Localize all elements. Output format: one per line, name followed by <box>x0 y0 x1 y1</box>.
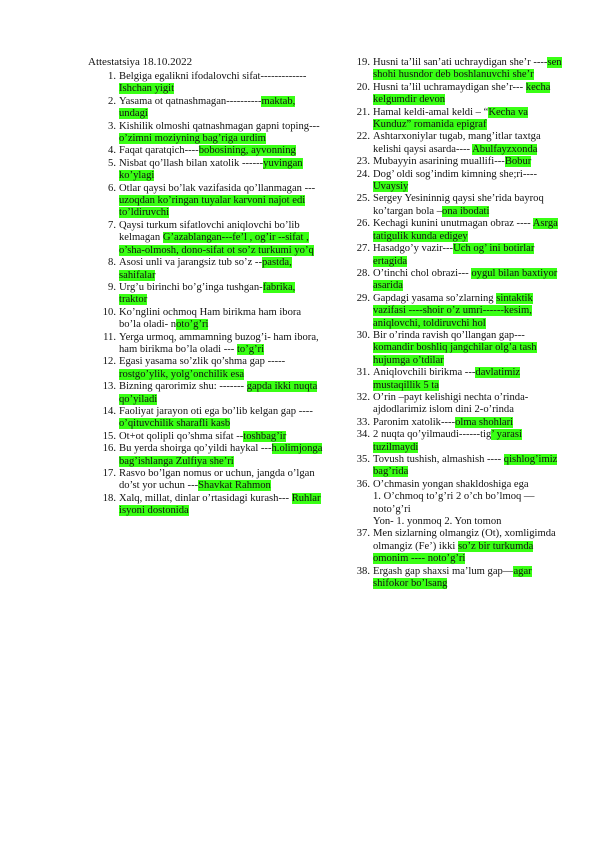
item-text: O’rin –payt kelishigi nechta o’rinda- ajdodlarimiz islom dini 2-o’rinda <box>373 391 529 416</box>
item-text: Xalq, millat, dinlar o’rtasidagi kurash--- <box>119 492 292 504</box>
item-number: 22. <box>356 131 370 143</box>
list-item <box>346 367 566 392</box>
item-text: O’tinchi chol obrazi--- <box>373 267 472 279</box>
item-text: Qaysi turkum sifatlovchi aniqlovchi bo’lib kelmagan <box>119 219 300 244</box>
highlighted-answer: so’z bir turkumda omonim ---- noto’g’ri <box>373 540 534 565</box>
item-number: 18. <box>102 492 116 504</box>
list-item <box>92 468 325 493</box>
item-text: Yasama ot qatnashmagan---------- <box>119 95 262 107</box>
item-text: Tovush tushish, almashish ---- <box>373 454 504 465</box>
item-text: Ko’nglini ochmoq Ham birikma ham ibora bo’la oladi- n <box>119 306 302 331</box>
list-item <box>346 566 566 591</box>
list-item <box>346 293 566 330</box>
item-number: 25. <box>356 193 370 205</box>
item-text: O’chmasin yongan shakldoshiga ega <box>373 478 529 490</box>
item-number: 12. <box>102 356 116 368</box>
highlighted-answer: Kecha va Kunduz” romanida epigraf <box>373 106 529 131</box>
item-text: Bir o’rinda ravish qo’llangan gap--- <box>373 329 525 341</box>
item-text: Dog’ oldi sog’indim kimning she;ri---- <box>373 168 537 180</box>
list-item <box>92 443 325 468</box>
item-number: 27. <box>356 243 370 255</box>
item-text: Ergash gap shaxsi ma’lum gap— <box>373 565 514 577</box>
item-text: Kechagi kunini unutmagan obraz ---- <box>373 218 533 230</box>
item-number: 10. <box>102 306 116 318</box>
item-number: 36. <box>356 478 370 490</box>
list-item <box>92 356 325 381</box>
item-number: 34. <box>356 429 370 441</box>
item-number: 32. <box>356 391 370 403</box>
item-text: Gapdagi yasama so’zlarning <box>373 292 497 304</box>
list-item <box>346 169 566 194</box>
item-number: 13. <box>102 381 116 393</box>
highlighted-answer: toshbag’ir <box>243 430 287 442</box>
item-text: Paronim xatolik---- <box>373 416 456 428</box>
item-text: Faoliyat jarayon oti ega bo’lib kelgan gap ---- <box>119 405 313 417</box>
list-item <box>92 431 325 443</box>
item-text: Asosi unli va jarangsiz tub so’z -- <box>119 257 262 269</box>
highlighted-answer: kecha kelgumdir devon <box>373 81 551 106</box>
left-column <box>92 71 325 518</box>
item-number: 29. <box>356 292 370 304</box>
highlighted-answer: Uch og’ ini botirlar ertagida <box>373 243 535 267</box>
list-item <box>92 307 325 332</box>
item-text: Yerga urmoq, ammamning buzog’i- ham ibora, ham birikma bo’la oladi --- <box>119 331 319 355</box>
item-number: 1. <box>108 71 116 82</box>
highlighted-answer: Uvaysiy <box>373 181 409 193</box>
highlighted-answer: uzoqdan ko’ringan tuyalar karvoni najot edi to’ldiruvchi <box>119 195 306 219</box>
highlighted-answer: ona ibodati <box>442 205 490 217</box>
item-text: Faqat qaratqich---- <box>119 145 199 157</box>
list-item <box>92 257 325 282</box>
item-text: Husni ta’lil san’ati uchraydigan she’r ---- <box>373 57 548 68</box>
highlighted-answer: maktab, undagi <box>119 95 296 120</box>
list-item <box>346 528 566 565</box>
highlighted-answer: pastda, sahifalar <box>119 257 292 281</box>
list-item <box>92 183 325 220</box>
list-item <box>92 332 325 357</box>
list-item <box>92 96 325 121</box>
highlighted-answer: agar shifokor bo’lsang <box>373 565 532 590</box>
highlighted-answer: Shavkat Rahmon <box>198 480 271 492</box>
highlighted-answer: fabrika, traktor <box>119 281 296 306</box>
highlighted-answer: o’qituvchilik sharafli kasb <box>119 418 231 430</box>
highlighted-answer: davlatimiz mustaqillik 5 ta <box>373 367 521 391</box>
highlighted-answer: h.olimjonga bag’ishlanga Zulfiya she’ri <box>119 443 323 467</box>
list-item <box>346 429 566 454</box>
highlighted-answer: Abulfayzxonda <box>472 143 538 155</box>
page-title: Attestatsiya 18.10.2022 <box>88 56 193 68</box>
list-item <box>346 479 566 529</box>
item-number: 20. <box>356 81 370 93</box>
item-text: 1. O’chmoq to’g’ri 2 o’ch bo’lmoq —noto’g’ri <box>373 491 535 515</box>
item-text: Aniqlovchili birikma --- <box>373 367 476 379</box>
list-item <box>92 406 325 431</box>
right-column <box>346 57 566 590</box>
item-number: 7. <box>108 219 116 231</box>
item-number: 26. <box>356 218 370 230</box>
item-number: 38. <box>356 565 370 577</box>
list-item <box>346 107 566 132</box>
item-number: 35. <box>356 454 370 465</box>
item-number: 5. <box>108 157 116 169</box>
item-text: Hasadgo’y vazir--- <box>373 243 454 255</box>
highlighted-answer: bobosining, ayvonning <box>198 145 296 157</box>
list-item <box>92 145 325 157</box>
highlighted-answer: G’azablangan---fe’l , og’ir --sifat , o’sha-olmosh, dono-sifat ot so’z turkumi yo’q <box>119 232 314 256</box>
list-item <box>346 82 566 107</box>
list-item <box>346 193 566 218</box>
item-text: Hamal keldi-amal keldi – “ <box>373 106 489 118</box>
item-number: 3. <box>108 120 116 132</box>
list-item <box>92 71 325 96</box>
highlighted-answer: gapda ikki nuqta qo’yiladi <box>119 381 318 405</box>
list-item <box>92 282 325 307</box>
item-number: 14. <box>102 405 116 417</box>
item-number: 31. <box>356 367 370 379</box>
item-number: 9. <box>108 281 116 293</box>
highlighted-answer: o’zimni moziyning bag’riga urdim <box>119 133 266 145</box>
item-text: Ot+ot qolipli qo’shma sifat -- <box>119 430 244 442</box>
item-number: 30. <box>356 329 370 341</box>
list-item <box>346 392 566 417</box>
highlighted-answer: Ruhlar isyoni dostonida <box>119 492 321 517</box>
item-number: 21. <box>356 106 370 118</box>
item-number: 6. <box>108 182 116 194</box>
item-text: Sergey Yesininnig qaysi she’rida bayroq ko’targan bola – <box>373 193 544 217</box>
list-item <box>346 156 566 168</box>
list-item <box>346 243 566 268</box>
item-text: Urg’u birinchi bo’g’inga tushgan- <box>119 281 263 293</box>
highlighted-answer: komandir boshliq jangchilar olg’a tash hujumga o’tdilar <box>373 342 537 366</box>
item-number: 2. <box>108 95 116 107</box>
highlighted-answer: yuvingan ko’ylagi <box>119 157 303 182</box>
item-text: Ashtarxoniylar tugab, mang’itlar taxtga kelishi qaysi asarda---- <box>373 131 541 155</box>
list-item <box>346 330 566 367</box>
highlighted-answer: sintaktik vazifasi ----shoir o’z umri------kesim, aniqlovchi, toldiruvchi hol <box>373 292 533 329</box>
item-number: 28. <box>356 267 370 279</box>
list-item <box>92 381 325 406</box>
item-number: 4. <box>108 145 116 157</box>
item-text: Nisbat qo’llash bilan xatolik ------ <box>119 157 264 169</box>
highlighted-answer: Bobur <box>504 156 532 168</box>
item-number: 19. <box>356 57 370 68</box>
list-item <box>92 121 325 146</box>
item-number: 33. <box>356 416 370 428</box>
highlighted-answer: oygul bilan baxtiyor asarida <box>373 267 558 292</box>
highlighted-answer: oto’g’ri <box>176 319 209 331</box>
item-text: Husni ta’lil uchramaydigan she’r--- <box>373 81 526 93</box>
list-item <box>346 417 566 429</box>
item-number: 17. <box>102 468 116 479</box>
list-item <box>346 268 566 293</box>
item-text: Egasi yasama so’zlik qo’shma gap ----- <box>119 356 286 368</box>
highlighted-answer: sen shohi husndor deb boshlanuvchi she’r <box>373 57 562 81</box>
highlighted-answer: qishlog’imiz bag’rida <box>373 454 558 478</box>
item-text: 2 nuqta qo’yilmaudi------tig <box>373 429 492 441</box>
item-text: Bu yerda shoirga qo’yildi haykal --- <box>119 443 272 455</box>
item-text: Mubayyin asarining muallifi--- <box>373 156 505 168</box>
list-item <box>92 220 325 257</box>
item-number: 11. <box>103 331 116 343</box>
item-text: Men sizlarning olmangiz (Ot), xomligimda olmangiz (Fe’) ikki <box>373 528 556 552</box>
list-item <box>92 493 325 518</box>
highlighted-answer: to’g’ri <box>236 343 265 355</box>
item-text: Belgiga egalikni ifodalovchi sifat------------- <box>119 71 307 82</box>
highlighted-answer: Ishchan yigit <box>119 83 175 95</box>
item-text: Bizning qarorimiz shu: ------- <box>119 381 247 393</box>
item-text: Otlar qaysi bo’lak vazifasida qo’llanmagan --- <box>119 182 316 194</box>
list-item <box>92 158 325 183</box>
list-item <box>346 57 566 82</box>
list-item <box>346 454 566 479</box>
list-item <box>346 218 566 243</box>
item-text: Kishilik olmoshi qatnashmagan gapni toping--- <box>119 120 320 132</box>
item-number: 15. <box>102 430 116 442</box>
highlighted-answer: olma shohlari <box>455 416 514 428</box>
list-item <box>346 131 566 156</box>
item-text: Yon- 1. yonmoq 2. Yon tomon <box>373 516 502 528</box>
highlighted-answer: rostgo’ylik, yolg’onchilik esa <box>119 368 245 380</box>
item-text: Rasvo bo’lgan nomus or uchun, jangda o’lgan do’st yor uchun --- <box>119 468 315 492</box>
highlighted-answer: ’ yarasi tuzilmaydi <box>373 429 522 453</box>
item-number: 23. <box>356 156 370 168</box>
item-number: 8. <box>108 257 116 269</box>
item-number: 24. <box>356 168 370 180</box>
item-number: 37. <box>356 528 370 540</box>
highlighted-answer: Asrga tatigulik kunda edigey <box>373 218 558 242</box>
item-number: 16. <box>102 443 116 455</box>
